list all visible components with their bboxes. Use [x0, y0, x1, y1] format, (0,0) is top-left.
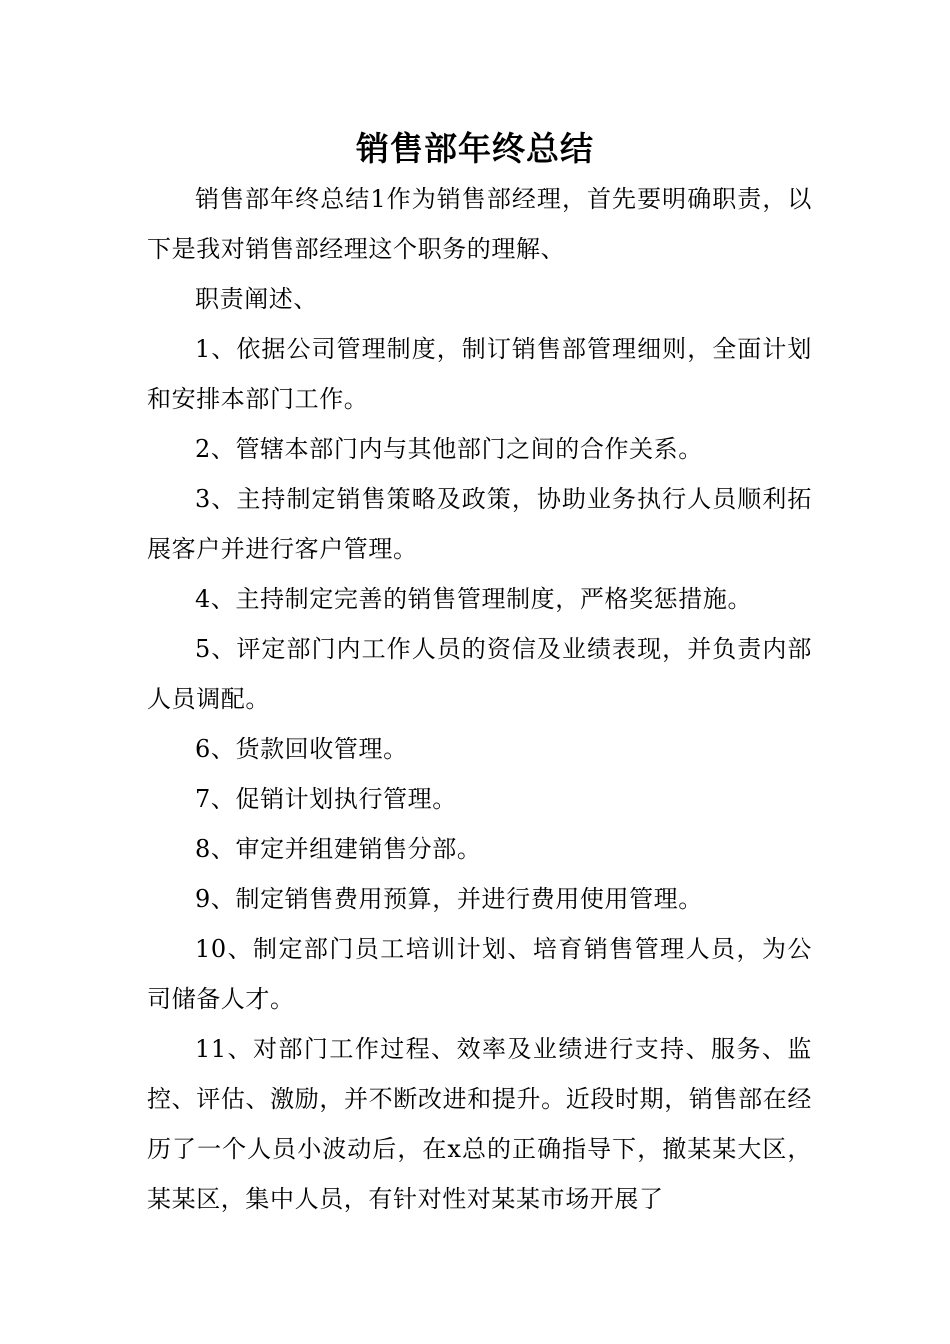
paragraph: 4、主持制定完善的销售管理制度，严格奖惩措施。 — [195, 585, 753, 613]
paragraph: 3、主持制定销售策略及政策，协助业务执行人员顺利拓展客户并进行客户管理。 — [147, 485, 812, 563]
paragraph: 5、评定部门内工作人员的资信及业绩表现，并负责内部人员调配。 — [147, 635, 812, 713]
document-title: 销售部年终总结 — [356, 129, 594, 168]
paragraph: 销售部年终总结1作为销售部经理，首先要明确职责，以下是我对销售部经理这个职务的理解、 — [147, 185, 812, 263]
paragraph: 职责阐述、 — [195, 285, 318, 313]
paragraph: 6、货款回收管理。 — [195, 735, 408, 763]
paragraph: 2、管辖本部门内与其他部门之间的合作关系。 — [195, 435, 703, 463]
paragraph: 7、促销计划执行管理。 — [195, 785, 457, 813]
paragraph: 8、审定并组建销售分部。 — [195, 835, 482, 863]
paragraph: 1、依据公司管理制度，制订销售部管理细则，全面计划和安排本部门工作。 — [147, 335, 812, 413]
paragraph: 10、制定部门员工培训计划、培育销售管理人员，为公司储备人才。 — [147, 935, 812, 1013]
document-body — [147, 174, 812, 1224]
paragraph: 11、对部门工作过程、效率及业绩进行支持、服务、监控、评估、激励，并不断改进和提升。近段时期，销售部在经历了一个人员小波动后，在x总的正确指导下，撤某某大区，某某区，集中人员，有针对性对某某市场开展了 — [147, 1035, 812, 1213]
paragraph: 9、制定销售费用预算，并进行费用使用管理。 — [195, 885, 703, 913]
